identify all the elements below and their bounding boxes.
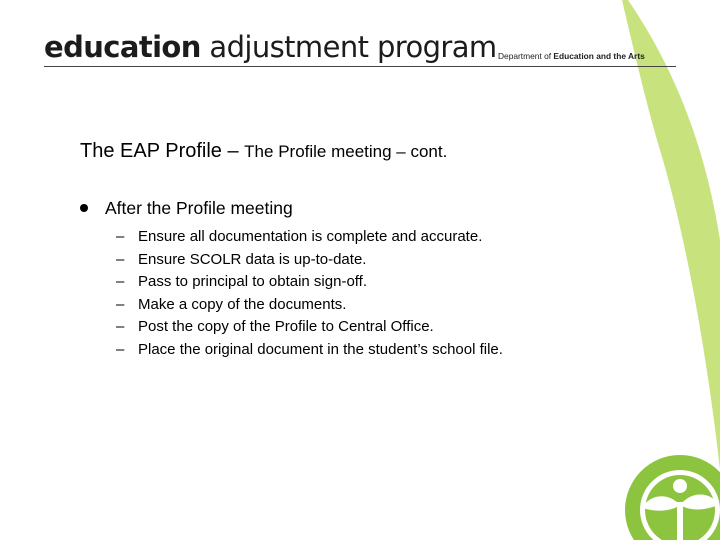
slide-title bbox=[80, 140, 447, 163]
logo-rest-words: adjustment program bbox=[200, 30, 497, 64]
header-divider bbox=[44, 66, 676, 67]
sub-bullet-text: Ensure SCOLR data is up-to-date. bbox=[138, 250, 367, 268]
bullet-dot-icon bbox=[80, 204, 88, 212]
sub-bullet-list bbox=[116, 226, 503, 362]
sub-bullet-text: Post the copy of the Profile to Central Office. bbox=[138, 318, 434, 336]
sub-bullet-item bbox=[116, 226, 503, 249]
green-arc-decoration bbox=[622, 0, 720, 470]
dash-icon: – bbox=[116, 318, 125, 336]
program-logo-text bbox=[44, 30, 497, 64]
slide-title-main: The EAP Profile – bbox=[80, 140, 245, 162]
sub-bullet-item bbox=[116, 271, 503, 294]
bullet-item bbox=[80, 198, 293, 219]
dash-icon: – bbox=[116, 295, 125, 313]
sub-bullet-item bbox=[116, 316, 503, 339]
dash-icon: – bbox=[116, 250, 125, 268]
dash-icon: – bbox=[116, 340, 125, 358]
sub-bullet-item bbox=[116, 339, 503, 362]
sub-bullet-text: Place the original document in the student’s school file. bbox=[138, 340, 503, 358]
sprout-logo-icon bbox=[625, 455, 720, 540]
dash-icon: – bbox=[116, 228, 125, 245]
sub-bullet-item bbox=[116, 294, 503, 317]
bullet-text: After the Profile meeting bbox=[105, 198, 293, 218]
sub-bullet-item bbox=[116, 249, 503, 272]
logo-bold-word: education bbox=[44, 30, 201, 64]
dash-icon: – bbox=[116, 273, 125, 291]
sub-bullet-text: Ensure all documentation is complete and accurate. bbox=[138, 228, 483, 245]
department-bold: Education and the Arts bbox=[553, 51, 645, 61]
sub-bullet-text: Pass to principal to obtain sign-off. bbox=[138, 273, 368, 291]
sub-bullet-text: Make a copy of the documents. bbox=[138, 295, 347, 313]
department-name bbox=[498, 51, 645, 61]
department-prefix: Department of bbox=[498, 51, 554, 61]
slide-title-sub: The Profile meeting – cont. bbox=[244, 142, 448, 161]
